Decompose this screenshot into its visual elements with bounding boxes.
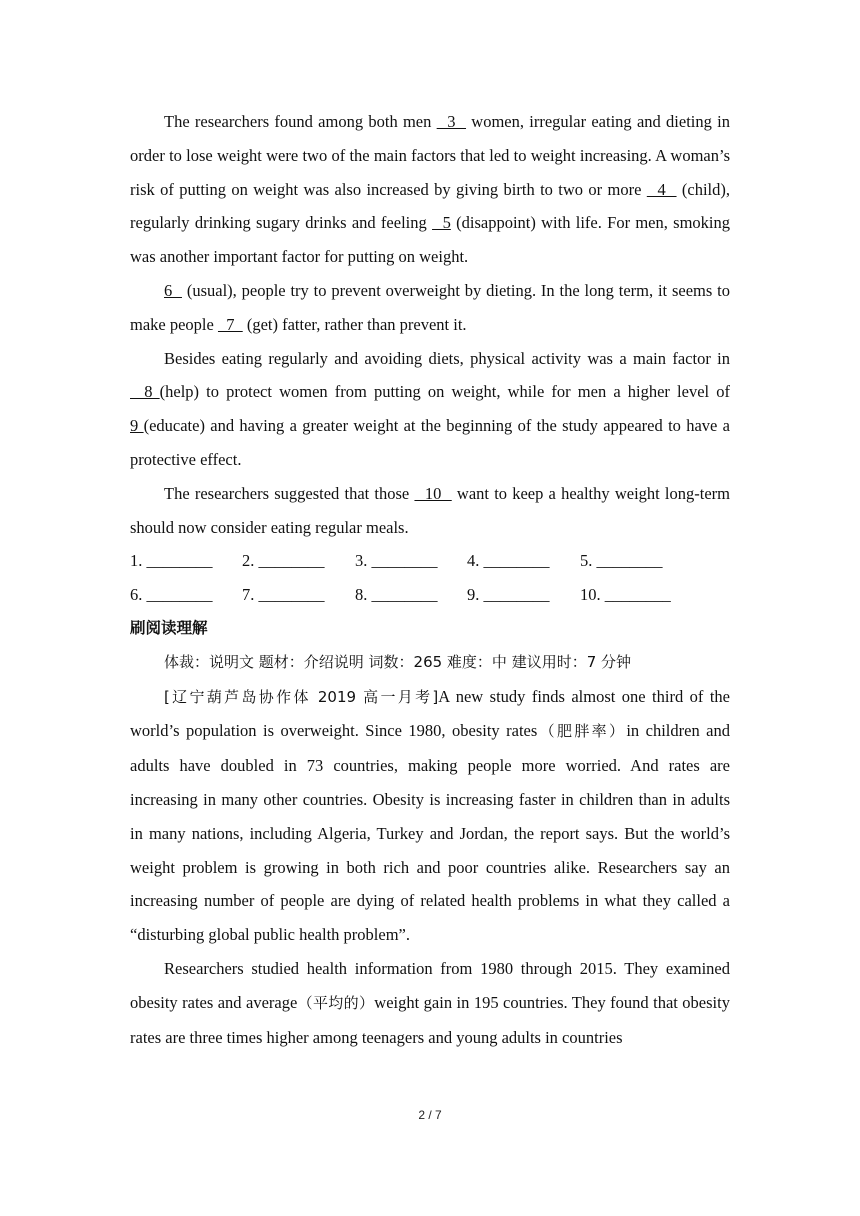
answer-slot-4: 4. ________ [467,551,550,571]
passage2-paragraph-1 [130,680,730,952]
gloss: （平均的） [297,993,375,1012]
answer-row-1 [130,544,730,578]
source-citation: [辽宁葫芦岛协作体 2019 高一月考] [164,687,439,706]
answer-slot-8: 8. ________ [355,585,438,605]
blank-8: 8 [130,382,160,402]
text-run: Besides eating regularly and avoiding diets, physical activity was a main factor in [164,348,730,368]
answer-row-2 [130,578,730,612]
text-run: A new study finds almost one third of the world’s population is overweight. Since 1980, obesity rates [130,686,731,741]
blank-5: 5 [432,213,451,233]
page-content [130,105,730,1054]
text-run: want to keep a healthy weight long-term should now consider eating regular meals. [130,483,730,537]
blank-10: 10 [414,483,452,503]
text-run: The researchers found among both men [164,112,437,131]
text-run: The researchers suggested that those [164,483,415,503]
answer-slot-3: 3. ________ [355,551,438,571]
answer-slot-9: 9. ________ [467,585,550,605]
passage1-paragraph-3 [130,342,730,477]
text-run: (disappoint) with life. For men, smoking was another important factor for putting on weight. [130,213,731,267]
text-run: Researchers studied health information from 1980 through 2015. They examined obesity rates and average [130,958,730,1012]
text-run: women, irregular eating and dieting in order to lose weight were two of the main factors that led to weight increasing. A woman’s risk of putting on weight was also increased by giving birth to two or more [130,112,730,199]
text-run: weight gain in 195 countries. They found that obesity rates are three times higher among teenagers and young adults in countries [130,992,730,1047]
blank-6: 6 [164,280,182,300]
answer-slot-5: 5. ________ [580,551,663,571]
text-run: (educate) and having a greater weight at the beginning of the study appeared to have a protective effect. [130,416,731,469]
passage2-paragraph-2 [130,952,730,1054]
passage1-paragraph-2 [130,274,730,342]
text-run: (help) to protect women from putting on weight, while for men a higher level of [159,382,730,402]
blank-3: 3 [436,112,467,131]
answer-slot-10: 10. ________ [580,585,671,605]
answer-slot-6: 6. ________ [130,585,213,605]
text-run: (child), regularly drinking sugary drinks and feeling [130,179,731,233]
passage1-paragraph-4 [130,477,730,545]
text-run: (get) fatter, rather than prevent it. [242,314,467,334]
text-run: (usual), people try to prevent overweight by dieting. In the long term, it seems to make people [130,280,730,334]
passage-meta-info: 体裁：说明文 题材：介绍说明 词数：265 难度：中 建议用时：7 分钟 [164,652,632,671]
page-number: 2 / 7 [418,1108,442,1122]
blank-4: 4 [646,179,677,199]
answer-slot-2: 2. ________ [242,551,325,571]
text-run: in children and adults have doubled in 73 countries, making people more worried. And rates are increasing in many other countries. Obesity is increasing faster in children than in adults in many nations, including Algeria, Turkey and Jordan, the report says. But the world’s weight problem is growing in both rich and poor countries alike. Researchers say an increasing number of people are dying of related health problems in what they called a “disturbing global public health problem”. [130,721,730,945]
gloss: （肥胖率） [537,722,627,741]
section-heading: 刷阅读理解 [130,618,208,637]
blank-7: 7 [217,314,243,334]
passage1-paragraph-1 [130,105,730,274]
answer-slot-1: 1. ________ [130,551,213,571]
answer-slot-7: 7. ________ [242,585,325,605]
blank-9: 9 [130,416,144,436]
